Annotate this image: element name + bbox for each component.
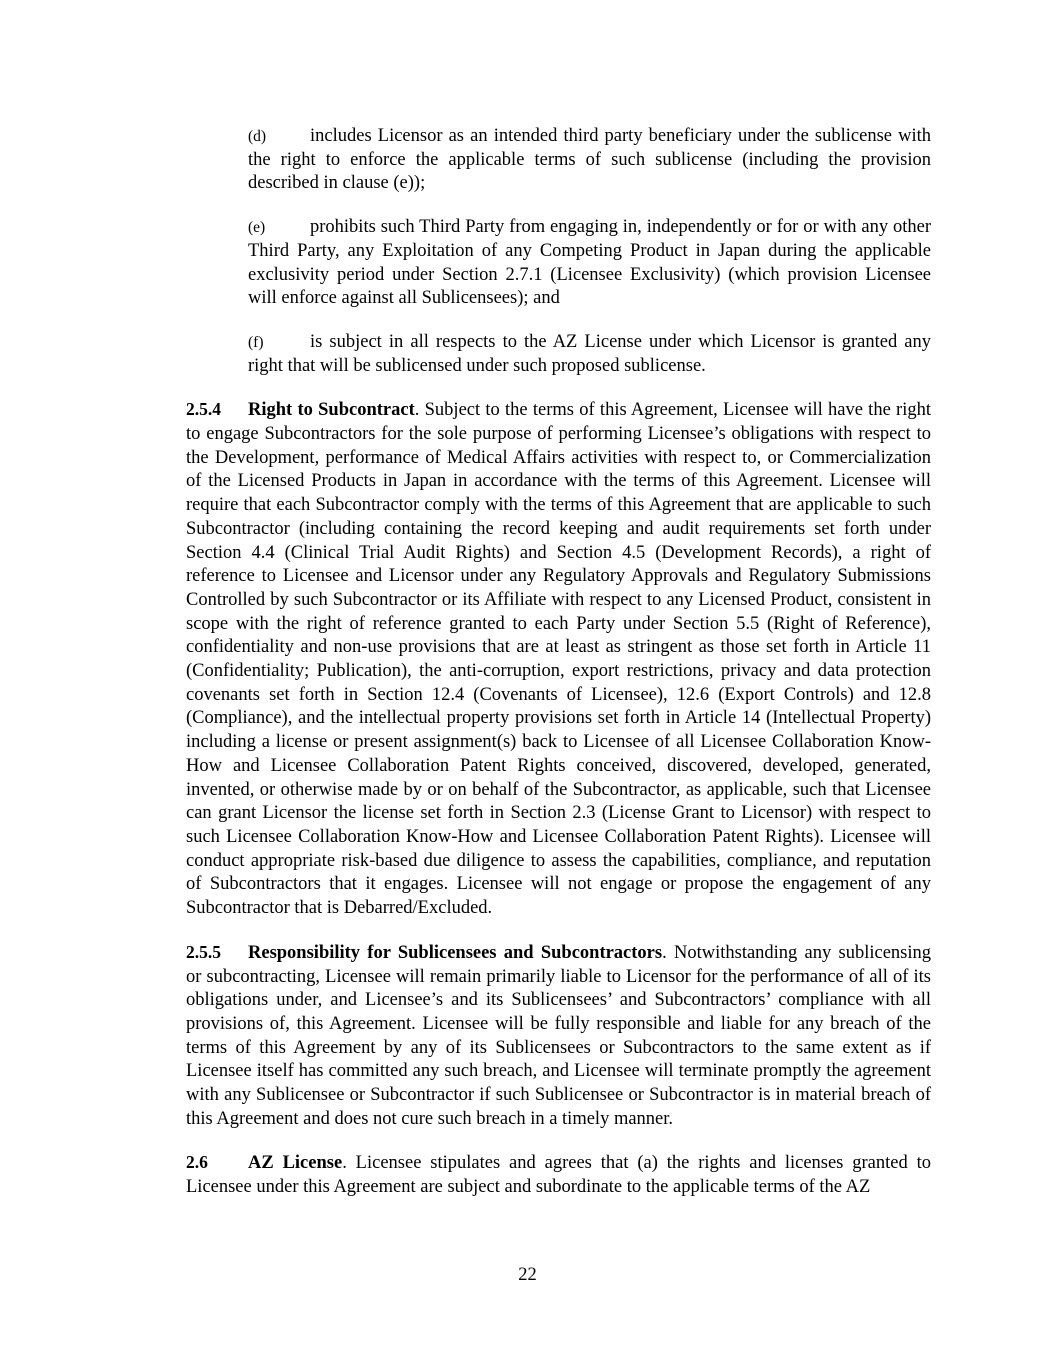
clause-text: is subject in all respects to the AZ License under which Licensor is granted any right that will be sublicensed under such proposed sublicense. [248,331,931,376]
section-2-5-4 [124,398,931,920]
clause-d [124,125,931,196]
section-title: Right to Subcontract [248,400,415,421]
clause-text: prohibits such Third Party from engaging in, independently or for or with any other Third Party, any Exploitation of any Competing Product in Japan during the applicable exclusivity period under Section 2.7.1 (Licensee Exclusivity) (which provision Licensee will enforce against all Sublicensees); and [248,217,931,309]
clause-label: (e) [248,219,266,237]
clause-label: (d) [248,128,267,145]
section-2-6 [124,1151,931,1199]
clause-text: includes Licensor as an intended third party beneficiary under the sublicense with the right to enforce the applicable terms of such sublicense (including the provision described in clause (e)); [248,126,931,194]
section-text: . Notwithstanding any sublicensing or subcontracting, Licensee will remain primarily liable to Licensor for the performance of all of its obligations under, and Licensee’s and its Sublicensees’ and Subcontractors’ compliance with all provisions of, this Agreement. Licensee will be fully responsible and liable for any breach of the terms of this Agreement by any of its Sublicensees or Subcontractors to the same extent as if Licensee itself has committed any such breach, and Licensee will terminate promptly the agreement with any Sublicensee or Subcontractor if such Sublicensee or Subcontractor is in material breach of this Agreement and does not cure such breach in a timely manner. [186,942,931,1129]
clause-f [124,331,931,378]
page-number: 22 [518,1265,537,1285]
section-text: . Licensee stipulates and agrees that (a) the rights and licenses granted to Licensee under this Agreement are subject and subordinate to the applicable terms of the AZ [186,1153,931,1198]
section-number: 2.6 [186,1152,208,1173]
section-number: 2.5.5 [186,941,221,962]
clause-label: (f) [248,333,264,351]
section-2-5-5 [124,941,931,1132]
section-title: Responsibility for Sublicensees and Subcontractors [248,942,663,963]
page-body [124,125,931,1220]
clause-e [124,216,931,311]
section-title: AZ License [248,1153,343,1174]
section-number: 2.5.4 [186,399,221,420]
section-text: . Subject to the terms of this Agreement, Licensee will have the right to engage Subcontractors for the sole purpose of performing Licensee’s obligations with respect to the Development, performance of Medical Affairs activities with respect to, or Commercialization of the Licensed Products in Japan in accordance with the terms of this Agreement. Licensee will require that each Subcontractor comply with the terms of this Agreement that are applicable to such Subcontractor (including containing the record keeping and audit requirements set forth under Section 4.4 (Clinical Trial Audit Rights) and Section 4.5 (Development Records), a right of reference to Licensee and Licensor under any Regulatory Approvals and Regulatory Submissions Controlled by such Subcontractor or its Affiliate with respect to any Licensed Product, consistent in scope with the right of reference granted to each Party under Section 5.5 (Right of Reference), confidentiality and non-use provisions that are at least as stringent as those set forth in Article 11 (Confidentiality; Publication), the anti-corruption, export restrictions, privacy and data protection covenants set forth in Section 12.4 (Covenants of Licensee), 12.6 (Export Controls) and 12.8 (Compliance), and the intellectual property provisions set forth in Article 14 (Intellectual Property) including a license or present assignment(s) back to Licensee of all Licensee Collaboration Know-How and Licensee Collaboration Patent Rights conceived, discovered, developed, generated, invented, or otherwise made by or on behalf of the Subcontractor, as applicable, such that Licensee can grant Licensor the license set forth in Section 2.3 (License Grant to Licensor) with respect to such Licensee Collaboration Know-How and Licensee Collaboration Patent Rights). Licensee will conduct appropriate risk-based due diligence to assess the capabilities, compliance, and reputation of Subcontractors that it engages. Licensee will not engage or propose the engagement of any Subcontractor that is Debarred/Excluded. [186,400,931,919]
